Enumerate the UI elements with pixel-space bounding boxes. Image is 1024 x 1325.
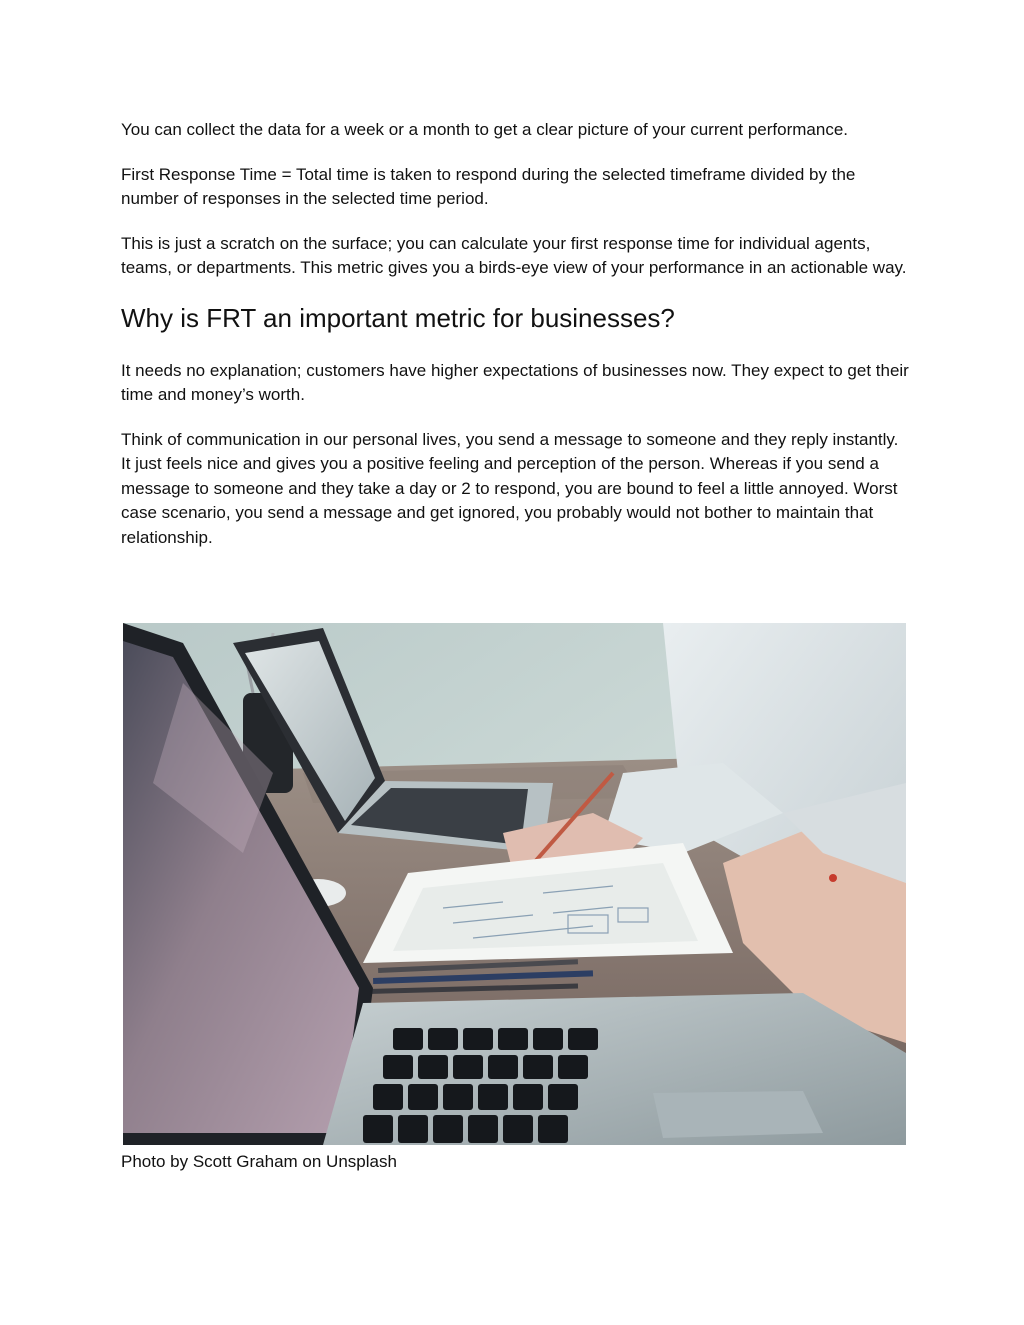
paragraph-personal-communication: Think of communication in our personal lives, you send a message to someone and they reply instantly. It just feels nice and gives you a positive feeling and perception of the person. Whereas if you send a message to someone and they take a day or 2 to respond, you are bound to feel a little annoyed. Worst case scenario, you send a message and get ignored, you probably would not bother to maintain that relationship.	[121, 429, 899, 547]
document-body	[121, 118, 911, 570]
office-photo	[123, 623, 906, 1145]
paragraph-scratch-surface: This is just a scratch on the surface; you can calculate your first response time for individual agents, teams, or departments. This metric gives you a birds-eye view of your performance in an actionable way.	[121, 233, 907, 277]
photo-caption: Photo by Scott Graham on Unsplash	[121, 1152, 397, 1171]
paragraph-collect-data: You can collect the data for a week or a month to get a clear picture of your current performance.	[121, 120, 848, 139]
paragraph-customer-expectations: It needs no explanation; customers have higher expectations of businesses now. They expect to get their time and money’s worth.	[121, 360, 909, 404]
section-heading: Why is FRT an important metric for businesses?	[121, 302, 675, 333]
office-photo-illustration	[123, 623, 906, 1145]
paragraph-frt-formula: First Response Time = Total time is taken to respond during the selected timeframe divided by the number of responses in the selected time period.	[121, 164, 856, 208]
